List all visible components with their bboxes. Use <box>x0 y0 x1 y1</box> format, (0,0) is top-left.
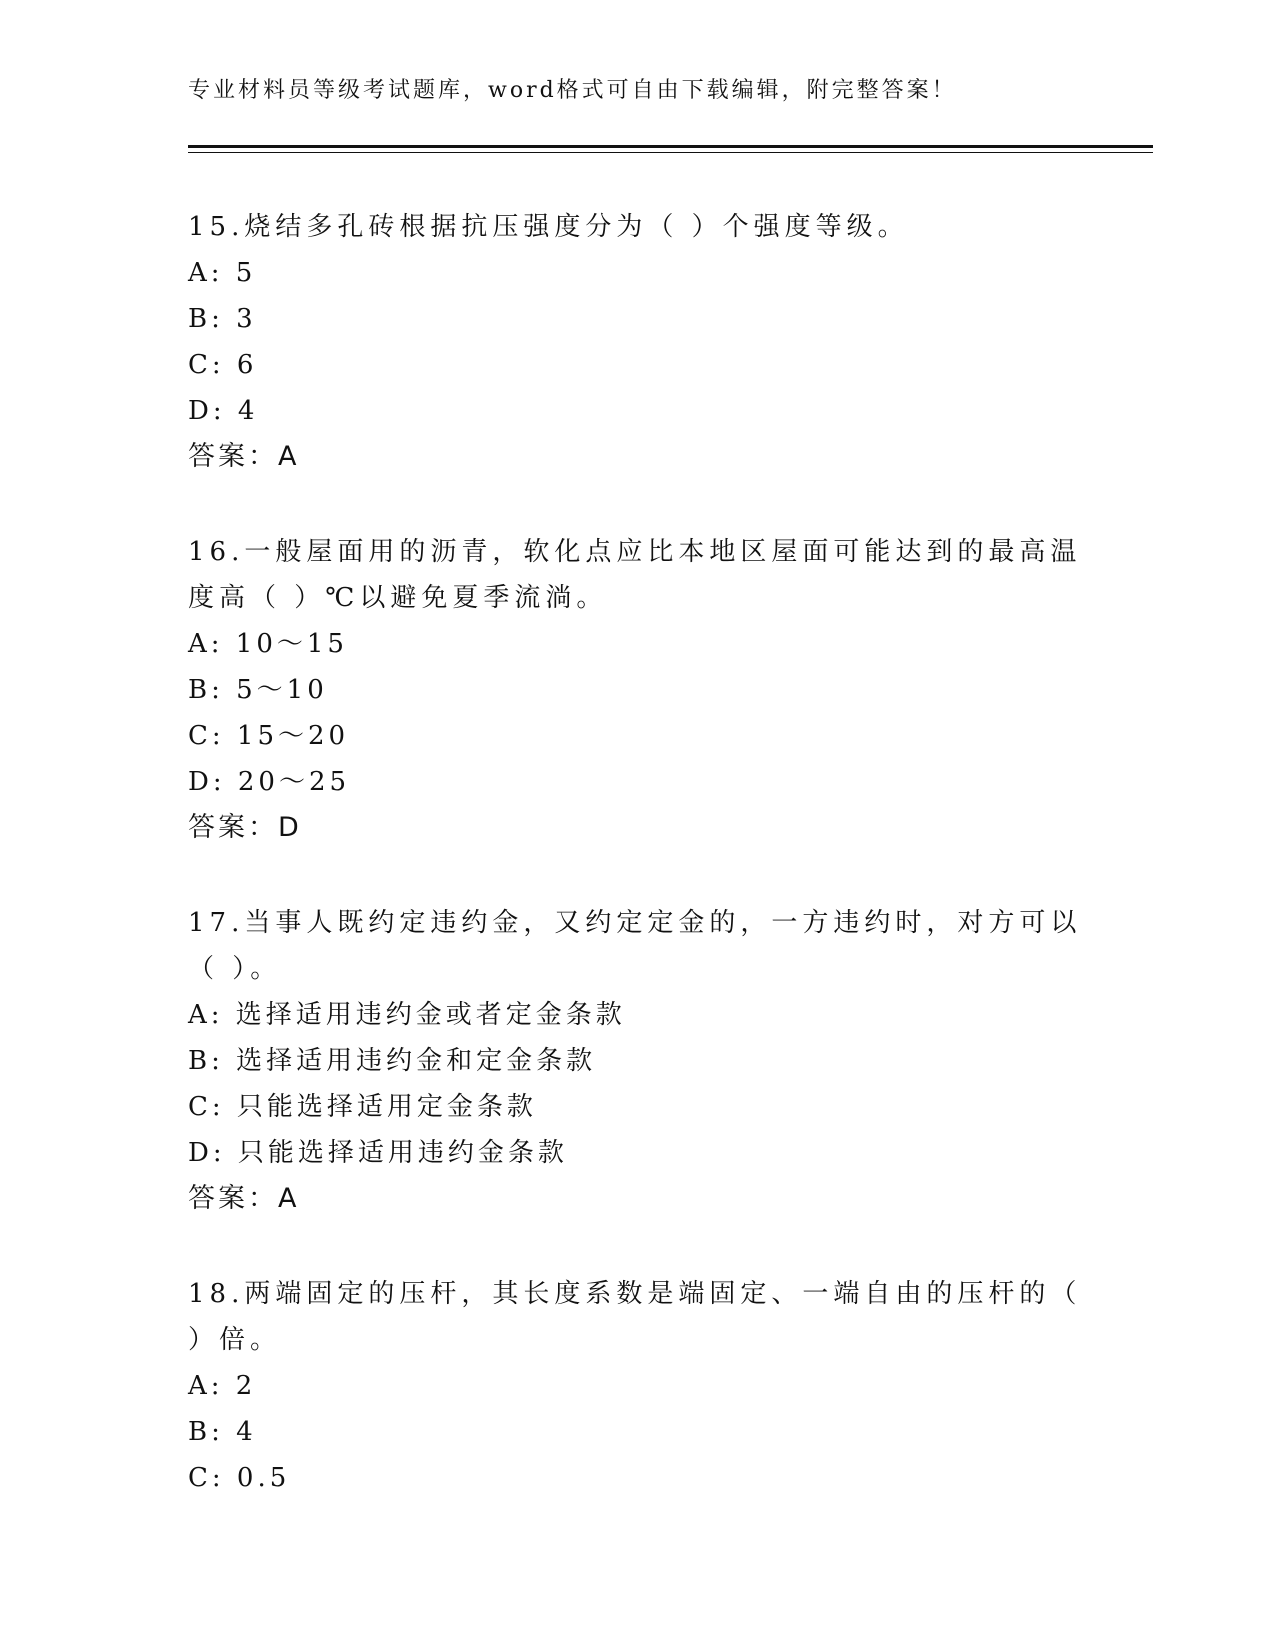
option-b: B: 5～10 <box>188 675 328 705</box>
option-a: A: 10～15 <box>188 629 348 659</box>
option-b: B: 选择适用违约金和定金条款 <box>188 1046 597 1076</box>
answer-line: 答案：A <box>188 1183 300 1214</box>
option-c: C: 6 <box>188 350 258 380</box>
option-b: B: 3 <box>188 304 257 334</box>
option-a: A: 选择适用违约金或者定金条款 <box>188 1000 626 1030</box>
option-d: D: 4 <box>188 396 259 426</box>
answer-line: 答案：A <box>188 441 300 472</box>
question-18 <box>188 1271 1088 1501</box>
question-list <box>188 204 1088 1550</box>
question-17 <box>188 900 1088 1222</box>
page-header-text: 专业材料员等级考试题库，word格式可自由下载编辑，附完整答案！ <box>188 78 957 103</box>
question-16 <box>188 529 1088 851</box>
option-d: D: 20～25 <box>188 767 351 797</box>
question-stem: 18.两端固定的压杆，其长度系数是端固定、一端自由的压杆的（ ）倍。 <box>188 1279 1082 1355</box>
option-d: D: 只能选择适用违约金条款 <box>188 1138 568 1168</box>
question-15 <box>188 204 1088 480</box>
option-b: B: 4 <box>188 1417 257 1447</box>
header-divider <box>188 145 1153 153</box>
option-c: C: 只能选择适用定金条款 <box>188 1092 537 1122</box>
question-stem: 16.一般屋面用的沥青，软化点应比本地区屋面可能达到的最高温度高（ ）℃以避免夏季流淌。 <box>188 537 1082 613</box>
option-c: C: 15～20 <box>188 721 350 751</box>
question-stem: 15.烧结多孔砖根据抗压强度分为（ ）个强度等级。 <box>188 212 909 242</box>
answer-line: 答案：D <box>188 812 302 843</box>
question-stem: 17.当事人既约定违约金，又约定定金的，一方违约时，对方可以（ ）。 <box>188 908 1082 984</box>
option-a: A: 5 <box>188 258 257 288</box>
option-a: A: 2 <box>188 1371 257 1401</box>
option-c: C: 0.5 <box>188 1463 291 1493</box>
